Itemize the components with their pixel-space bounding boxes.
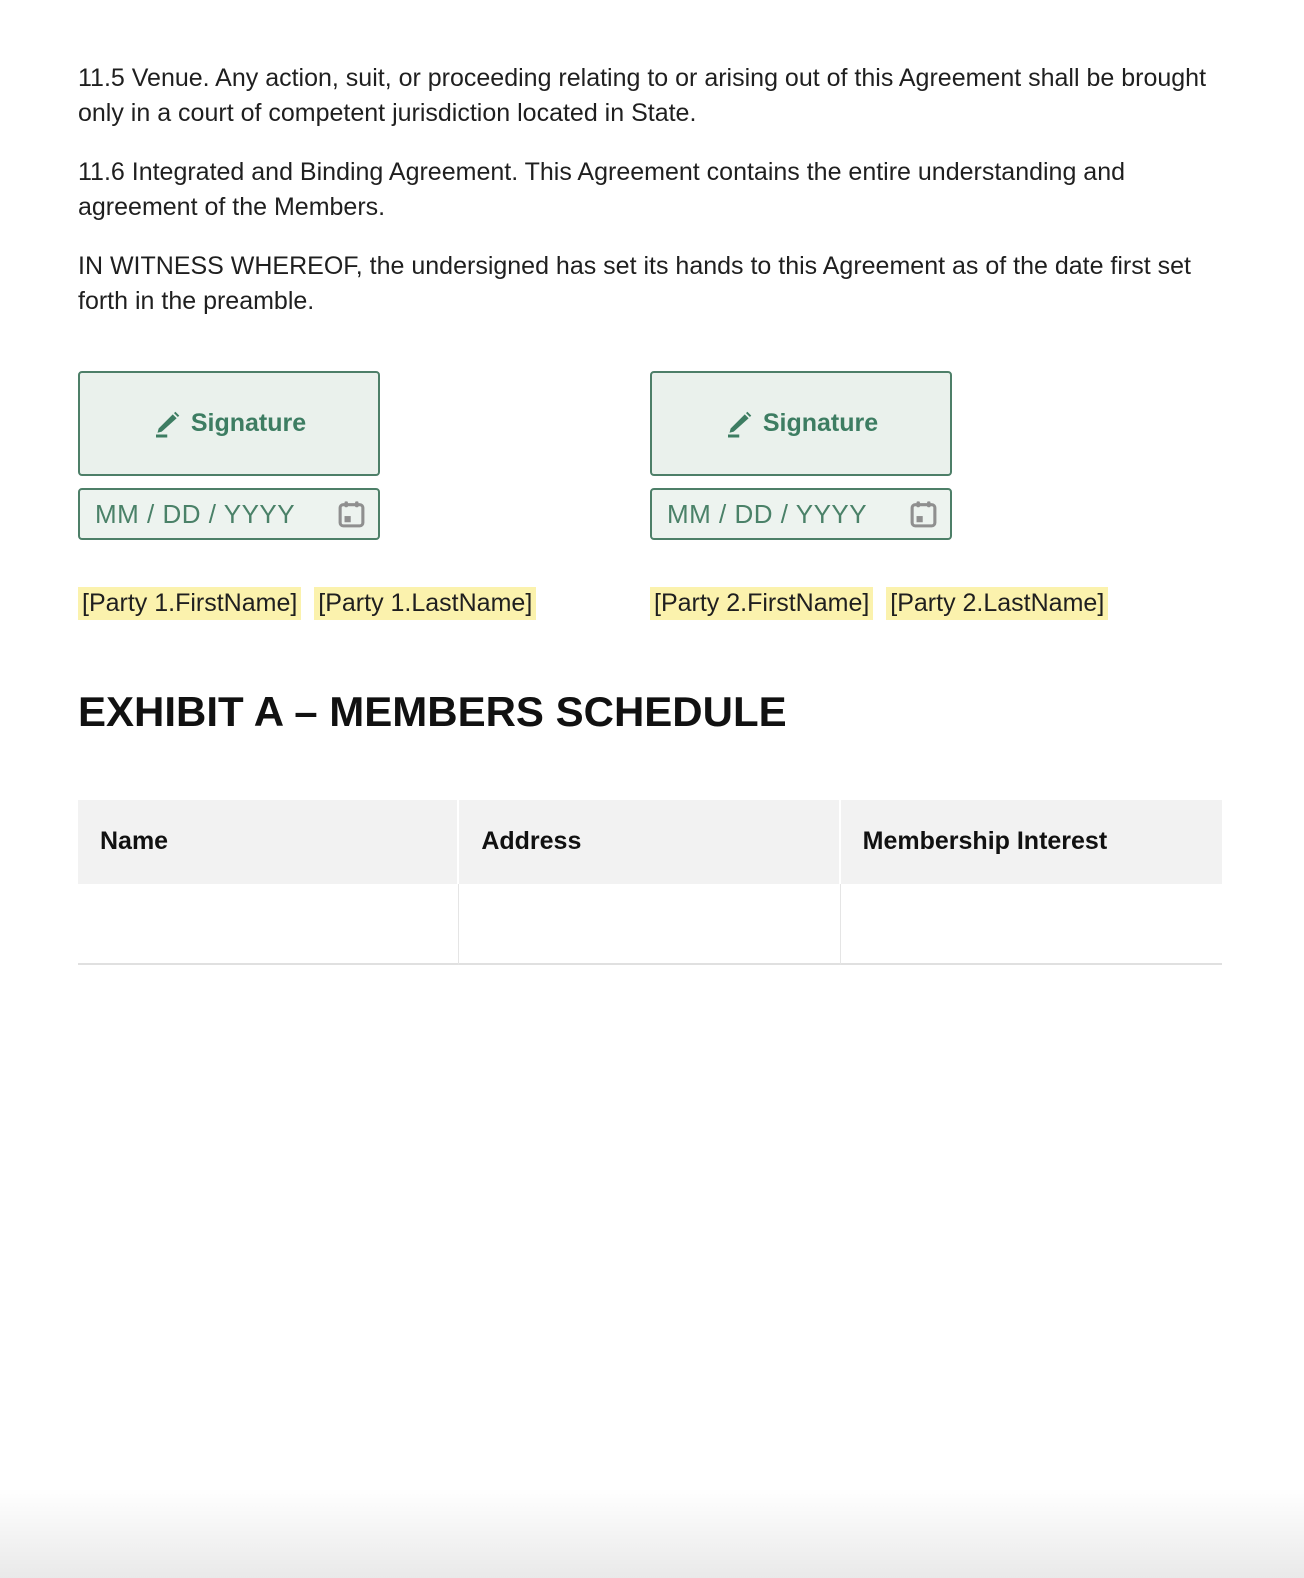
date-input-party2[interactable]	[650, 488, 952, 540]
paragraph-witness: IN WITNESS WHEREOF, the undersigned has set its hands to this Agreement as of the date first set forth in the preamble.	[78, 252, 1192, 315]
signature-pen-icon	[724, 409, 754, 439]
table-header-address: Address	[459, 800, 840, 884]
exhibit-a-heading: EXHIBIT A – MEMBERS SCHEDULE	[78, 688, 787, 735]
table-header-membership-interest: Membership Interest	[841, 800, 1222, 884]
page-bottom-shadow	[0, 1488, 1304, 1578]
merge-field-party2-firstname[interactable]: [Party 2.FirstName]	[650, 587, 873, 620]
party-name-row	[78, 588, 1222, 619]
table-cell-membership-interest	[841, 884, 1222, 965]
table-cell-address	[459, 884, 840, 965]
calendar-icon[interactable]	[908, 499, 939, 530]
signature-block-party2	[650, 371, 1222, 540]
merge-field-party1-firstname[interactable]: [Party 1.FirstName]	[78, 587, 301, 620]
table-cell-name	[78, 884, 459, 965]
date-placeholder: MM / DD / YYYY	[95, 498, 296, 529]
signature-button-label: Signature	[762, 409, 879, 437]
table-header-row	[78, 800, 1222, 884]
signature-row	[78, 371, 1222, 540]
date-placeholder: MM / DD / YYYY	[667, 498, 868, 529]
signature-button-party2[interactable]	[650, 371, 952, 476]
paragraph-integration: 11.6 Integrated and Binding Agreement. This Agreement contains the entire understanding and agreement of the Members.	[78, 158, 1126, 221]
signature-button-label: Signature	[190, 409, 307, 437]
signature-button-party1[interactable]	[78, 371, 380, 476]
paragraph-venue: 11.5 Venue. Any action, suit, or proceeding relating to or arising out of this Agreement shall be brought only in a court of competent jurisdiction located in State.	[78, 64, 1207, 127]
party2-name-tokens	[650, 588, 1222, 619]
table-header-name: Name	[78, 800, 459, 884]
party1-name-tokens	[78, 588, 650, 619]
calendar-icon[interactable]	[336, 499, 367, 530]
date-input-party1[interactable]	[78, 488, 380, 540]
table-row	[78, 884, 1222, 965]
members-schedule-table	[78, 800, 1222, 965]
signature-block-party1	[78, 371, 650, 540]
merge-field-party2-lastname[interactable]: [Party 2.LastName]	[886, 587, 1108, 620]
signature-pen-icon	[152, 409, 182, 439]
merge-field-party1-lastname[interactable]: [Party 1.LastName]	[314, 587, 536, 620]
